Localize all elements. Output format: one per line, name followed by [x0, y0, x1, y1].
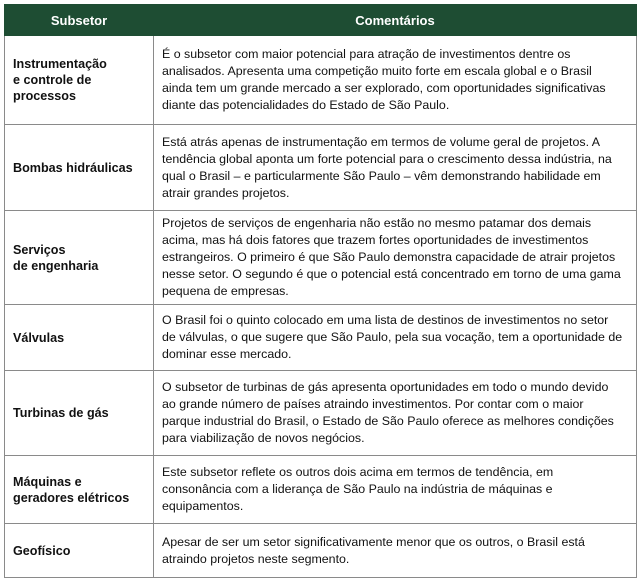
- document-page: [4, 4, 636, 578]
- comentario-cell: [154, 305, 637, 371]
- comentario-text: O subsetor de turbinas de gás apresenta oportunidades em todo o mundo devido ao grande número de países atraindo investimentos. Por contar com o maior parque industrial do Brasil, o Estado de São Paulo oferece as melhores condições para viabilização de novos negócios.: [162, 380, 614, 445]
- table-row: [5, 456, 637, 524]
- table-row: [5, 371, 637, 456]
- comentario-text: O Brasil foi o quinto colocado em uma lista de destinos de investimentos no setor de válvulas, o que sugere que São Paulo, pela sua vocação, tem a oportunidade de dominar esse mercado.: [162, 313, 623, 361]
- subsetor-cell: [5, 371, 154, 456]
- comentario-cell: [154, 36, 637, 125]
- comentario-cell: [154, 456, 637, 524]
- comentario-text: Este subsetor reflete os outros dois acima em termos de tendência, em consonância com a liderança de São Paulo na indústria de máquinas e equipamentos.: [162, 465, 554, 513]
- subsetor-cell: [5, 456, 154, 524]
- table-row: [5, 305, 637, 371]
- subsetor-label: Turbinas de gás: [13, 406, 109, 420]
- comentario-text: Está atrás apenas de instrumentação em termos de volume geral de projetos. A tendência global aponta um forte potencial para o crescimento dessa indústria, na qual o Brasil – e particularmente São Paulo – vêm demonstrando habilidade em atrair grandes projetos.: [162, 134, 612, 200]
- subsetor-cell: [5, 36, 154, 125]
- table-row: [5, 524, 637, 578]
- subsetor-label: Geofísico: [13, 543, 71, 558]
- header-subsetor: Subsetor: [5, 5, 154, 36]
- subsetor-label: Serviços de engenharia: [13, 242, 99, 273]
- header-comentarios: Comentários: [154, 5, 637, 36]
- subsetor-cell: [5, 125, 154, 211]
- comentario-cell: [154, 125, 637, 211]
- table-row: [5, 36, 637, 125]
- comentario-cell: [154, 371, 637, 456]
- table-row: [5, 211, 637, 305]
- table-header-row: [5, 5, 637, 36]
- subsetor-label: Máquinas e geradores elétricos: [13, 474, 130, 505]
- subsector-table: [4, 4, 637, 578]
- subsetor-cell: [5, 524, 154, 578]
- comentario-text: É o subsetor com maior potencial para atração de investimentos dentre os analisados. Apresenta uma competição muito forte em escala global e o Brasil ainda tem um grande mercado a ser explorado, com oportunidades significativas diante das potencialidades do Estado de São Paulo.: [162, 47, 606, 112]
- subsetor-cell: [5, 211, 154, 305]
- subsetor-label: Válvulas: [13, 330, 65, 345]
- subsetor-label: Bombas hidráulicas: [13, 160, 133, 175]
- comentario-cell: [154, 524, 637, 578]
- subsetor-label: Instrumentação e controle de processos: [13, 57, 107, 103]
- subsetor-cell: [5, 305, 154, 371]
- comentario-text: Projetos de serviços de engenharia não estão no mesmo patamar dos demais acima, mas há dois fatores que trazem fortes oportunidades de investimentos estrangeiros. O primeiro é que São Paulo demonstra capacidade de atrair projetos nesse setor. O segundo é que o potencial está concentrado em torno de uma gama pequena de empresas.: [162, 216, 621, 298]
- comentario-cell: [154, 211, 637, 305]
- table-row: [5, 125, 637, 211]
- comentario-text: Apesar de ser um setor significativamente menor que os outros, o Brasil está atraindo projetos neste segmento.: [162, 534, 585, 566]
